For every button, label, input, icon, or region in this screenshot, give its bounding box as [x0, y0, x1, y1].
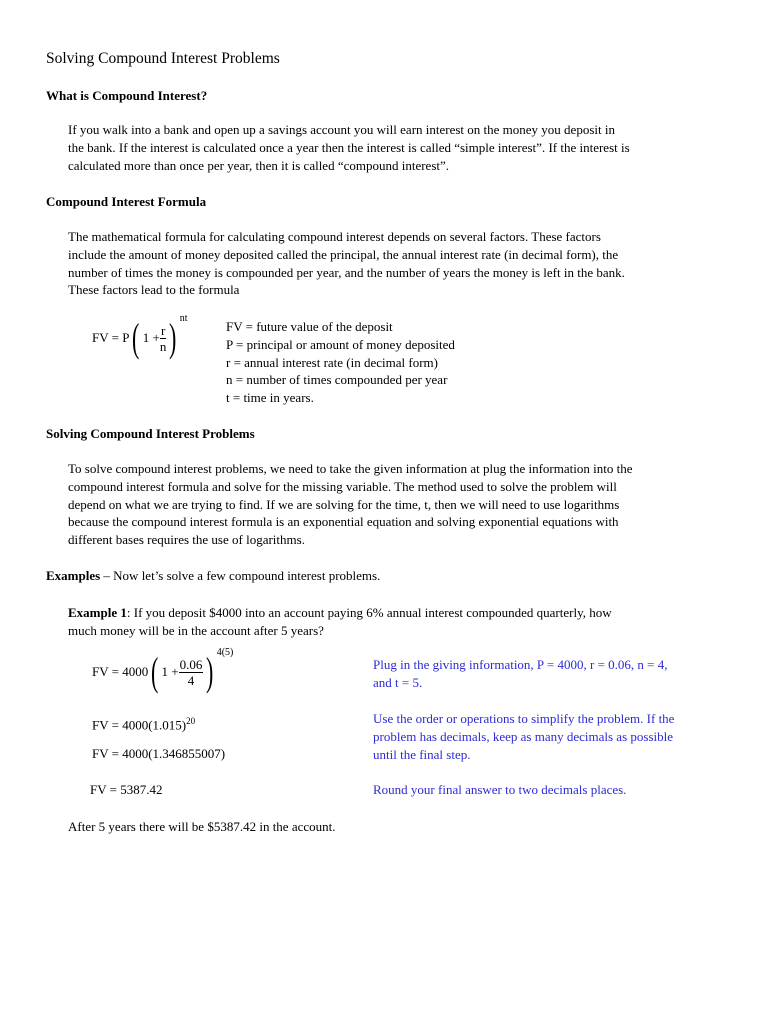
- step2-expression: FV = 4000(1.015): [92, 717, 187, 733]
- paragraph-formula: [68, 228, 728, 299]
- note-line: Use the order or operations to simplify the problem. If the: [373, 711, 675, 726]
- example-1-step-3: FV = 4000(1.346855007): [92, 746, 226, 761]
- example-1-label: Example 1: [68, 605, 127, 620]
- note-line: and t = 5.: [373, 675, 423, 690]
- fraction-denominator: 4: [187, 672, 195, 688]
- compound-interest-formula: [92, 312, 188, 360]
- definition-item: t = time in years.: [226, 390, 314, 406]
- note-line: problem has decimals, keep as many decimals as possible: [373, 729, 674, 744]
- example-1-step-2: [92, 713, 195, 733]
- step2-exponent: 20: [186, 716, 196, 726]
- paragraph-line: depend on what we are trying to find. If we are solving for the time, t, then we will need to use logarithms: [68, 496, 620, 512]
- fraction-rate-over-n: [179, 657, 204, 688]
- paragraph-line: different bases requires the use of logarithms.: [68, 532, 305, 548]
- examples-heading: [46, 568, 380, 584]
- examples-heading-rest: – Now let’s solve a few compound interest problems.: [100, 568, 381, 583]
- example-1-step-1: [92, 646, 234, 694]
- examples-heading-bold: Examples: [46, 568, 101, 583]
- paragraph-line: These factors lead to the formula: [68, 282, 240, 298]
- left-paren: (: [132, 315, 140, 360]
- paragraph-line: because the compound interest formula is an exponential equation and solving exponential equations with: [68, 514, 619, 530]
- formula-lhs: FV = P: [92, 330, 130, 345]
- example-1-step-4: FV = 5387.42: [90, 782, 163, 797]
- right-paren: ): [206, 649, 214, 694]
- section-heading-formula: Compound Interest Formula: [46, 194, 207, 209]
- paragraph-line: calculated more than once per year, then it is called “compound interest”.: [68, 157, 450, 173]
- step-1-note: [373, 656, 668, 692]
- fraction-numerator: r: [160, 322, 166, 338]
- paragraph-line: compound interest formula and solve for the missing variable. The method used to solve the problem will: [68, 478, 617, 494]
- formula-definitions: [226, 318, 455, 407]
- example-1-question: [68, 604, 728, 640]
- right-paren: ): [169, 315, 177, 360]
- fraction-numerator: 0.06: [179, 656, 203, 672]
- step1-lhs: FV = 4000: [92, 664, 149, 679]
- note-line: until the final step.: [373, 747, 471, 762]
- step-4-note: Round your final answer to two decimals places.: [373, 782, 627, 797]
- paragraph-solving: [68, 460, 728, 549]
- note-line: Plug in the giving information, P = 4000, r = 0.06, n = 4,: [373, 657, 668, 672]
- definition-item: P = principal or amount of money deposited: [226, 336, 455, 352]
- example-1-answer: After 5 years there will be $5387.42 in the account.: [68, 819, 336, 834]
- question-line: : If you deposit $4000 into an account paying 6% annual interest compounded quarterly, how: [126, 605, 612, 620]
- step1-exponent: 4(5): [216, 646, 234, 658]
- fraction-r-over-n: [160, 323, 167, 354]
- section-heading-what: What is Compound Interest?: [46, 88, 208, 103]
- step-2-3-note: [373, 710, 674, 764]
- definition-item: n = number of times compounded per year: [226, 372, 448, 388]
- paragraph-line: number of times the money is compounded per year, and the number of years the money is left in the bank.: [68, 264, 625, 280]
- definition-item: FV = future value of the deposit: [226, 319, 393, 334]
- step1-one-plus: 1 +: [161, 664, 179, 679]
- page-title: Solving Compound Interest Problems: [46, 50, 280, 67]
- question-line: much money will be in the account after 5 years?: [68, 622, 324, 638]
- left-paren: (: [151, 649, 159, 694]
- paragraph-line: To solve compound interest problems, we need to take the given information at plug the information into the: [68, 461, 633, 476]
- formula-one-plus: 1 +: [142, 330, 160, 345]
- formula-exponent: nt: [179, 312, 188, 324]
- paragraph-line: the bank. If the interest is calculated once a year then the interest is called “simple interest”. If the interest is: [68, 139, 630, 155]
- paragraph-what: [68, 121, 728, 174]
- paragraph-line: include the amount of money deposited called the principal, the annual interest rate (in decimal form), the: [68, 246, 619, 262]
- paragraph-line: If you walk into a bank and open up a savings account you will earn interest on the money you deposit in: [68, 122, 615, 137]
- fraction-denominator: n: [159, 338, 167, 354]
- section-heading-solving: Solving Compound Interest Problems: [46, 426, 255, 441]
- paragraph-line: The mathematical formula for calculating compound interest depends on several factors. These factors: [68, 229, 601, 244]
- definition-item: r = annual interest rate (in decimal form): [226, 354, 438, 370]
